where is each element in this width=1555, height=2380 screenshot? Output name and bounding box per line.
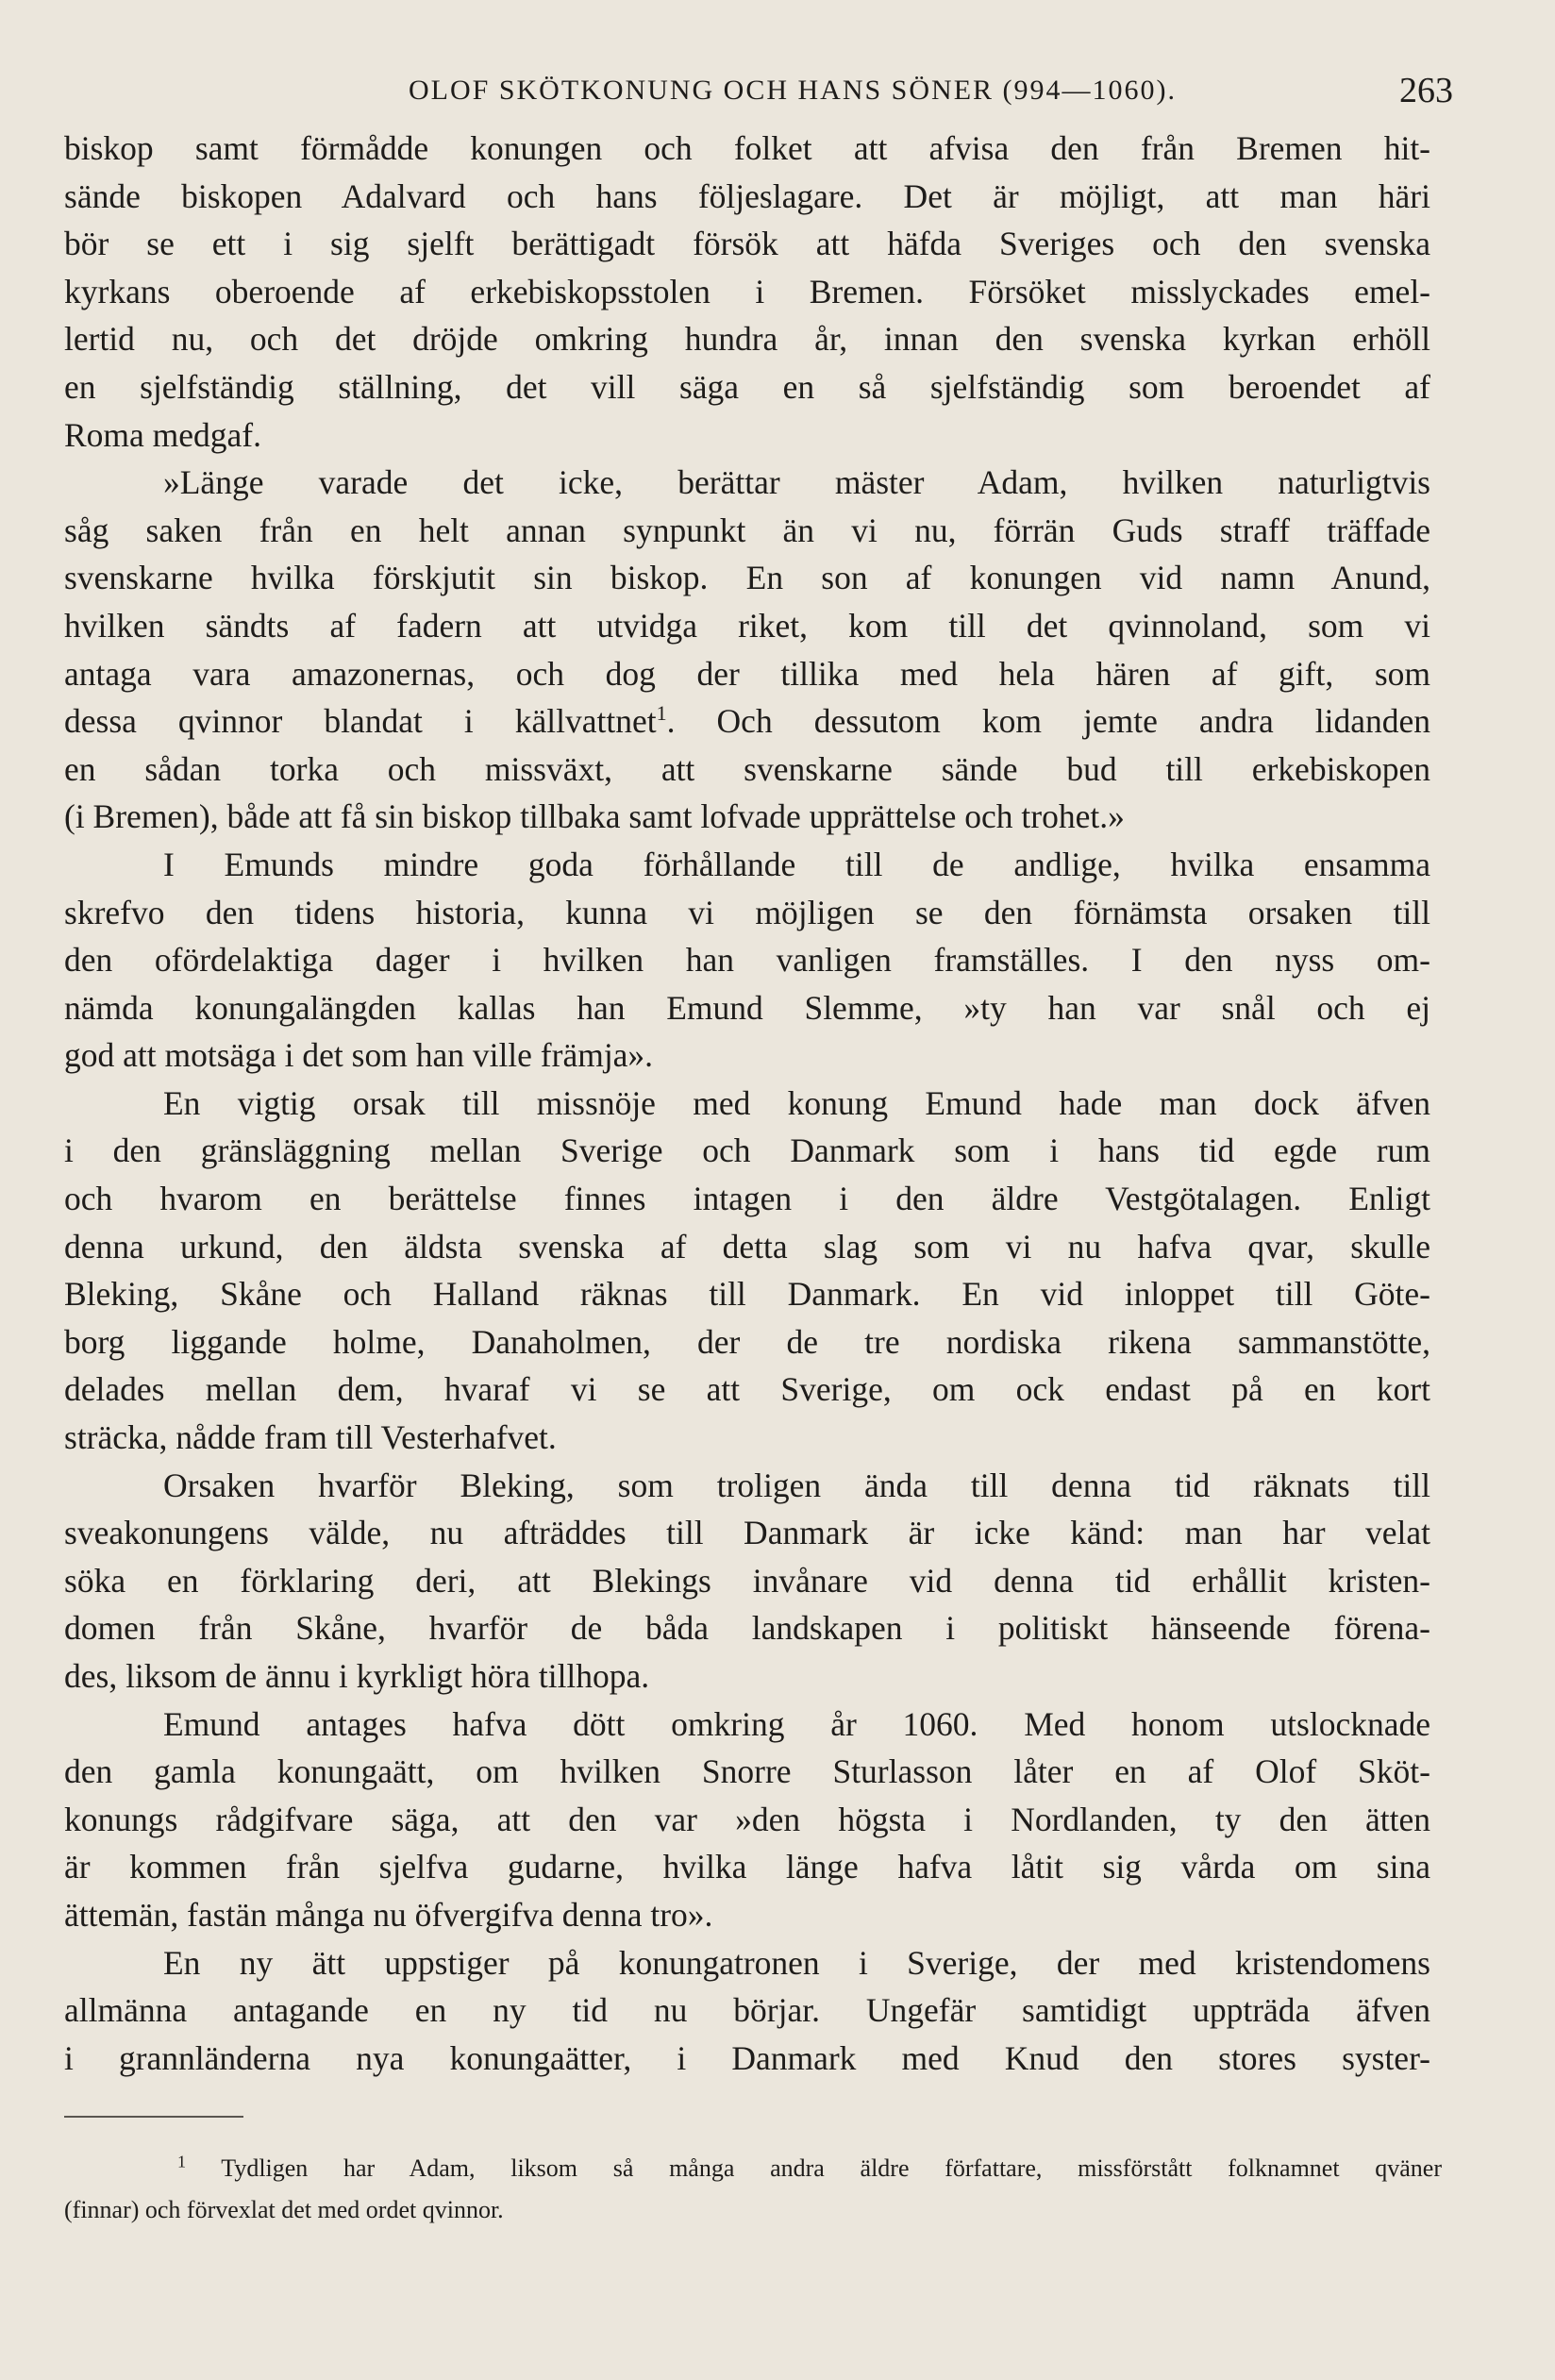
text-line: biskop samt förmådde konungen och folket att afvisa den från Bremen hit- bbox=[64, 129, 1430, 167]
text-line: en sjelfständig ställning, det vill säga en så sjelfständig som beroendet af bbox=[64, 367, 1430, 406]
paragraph-start-line: Orsaken hvarför Bleking, som troligen ända till denna tid räknats till bbox=[163, 1466, 1430, 1504]
text-line: borg liggande holme, Danaholmen, der de tre nordiska rikena sammanstötte, bbox=[64, 1322, 1430, 1361]
body-text bbox=[64, 125, 1430, 2082]
text-line: nämda konungalängden kallas han Emund Slemme, »ty han var snål och ej bbox=[64, 988, 1430, 1027]
text-line: sträcka, nådde fram till Vesterhafvet. bbox=[64, 1418, 557, 1457]
footnote-line: (finnar) och förvexlat det med ordet qvinnor. bbox=[64, 2196, 504, 2223]
text-line: Bleking, Skåne och Halland räknas till Danmark. En vid inloppet till Göte- bbox=[64, 1275, 1430, 1314]
footnote-line bbox=[64, 2148, 1442, 2189]
text-line: såg saken från en helt annan synpunkt än vi nu, förrän Guds straff träffade bbox=[64, 511, 1430, 549]
text-line: kyrkans oberoende af erkebiskopsstolen i Bremen. Försöket misslyckades emel- bbox=[64, 272, 1430, 310]
text-line: sveakonungens välde, nu afträddes till Danmark är icke känd: man har velat bbox=[64, 1514, 1430, 1552]
text-line: svenskarne hvilka förskjutit sin biskop. En son af konungen vid namn Anund, bbox=[64, 559, 1430, 597]
paragraph-start-line: »Länge varade det icke, berättar mäster Adam, hvilken naturligtvis bbox=[163, 463, 1430, 502]
text-line: i grannländerna nya konungaätter, i Danmark med Knud den stores syster- bbox=[64, 2038, 1430, 2077]
text-line: des, liksom de ännu i kyrkligt höra tillhopa. bbox=[64, 1657, 650, 1695]
text-line: antaga vara amazonernas, och dog der tillika med hela hären af gift, som bbox=[64, 654, 1430, 693]
paragraph-start-line: En ny ätt uppstiger på konungatronen i Sverige, der med kristendomens bbox=[163, 1943, 1430, 1982]
footnote-reference: 1 bbox=[656, 701, 667, 726]
page-number: 263 bbox=[1399, 71, 1453, 110]
paragraph-start-line: En vigtig orsak till missnöje med konung Emund hade man dock äfven bbox=[163, 1083, 1430, 1122]
text-line: söka en förklaring deri, att Blekings invånare vid denna tid erhållit kristen- bbox=[64, 1561, 1430, 1600]
text-line: allmänna antagande en ny tid nu börjar. Ungefär samtidigt uppträda äfven bbox=[64, 1991, 1430, 2030]
paragraph-start-line: I Emunds mindre goda förhållande till de andlige, hvilka ensamma bbox=[163, 845, 1430, 883]
text-line: hvilken sändts af fadern att utvidga riket, kom till det qvinnoland, som vi bbox=[64, 606, 1430, 645]
text-line: skrefvo den tidens historia, kunna vi möjligen se den förnämsta orsaken till bbox=[64, 893, 1430, 931]
text-line: lertid nu, och det dröjde omkring hundra år, innan den svenska kyrkan erhöll bbox=[64, 320, 1430, 359]
text-line: är kommen från sjelfva gudarne, hvilka länge hafva låtit sig vårda om sina bbox=[64, 1848, 1430, 1886]
footnote-marker: 1 bbox=[177, 2152, 186, 2171]
line-text: dessa qvinnor blandat i källvattnet bbox=[64, 702, 657, 741]
text-line: god att motsäga i det som han ville främja». bbox=[64, 1036, 654, 1075]
text-line: Roma medgaf. bbox=[64, 415, 261, 454]
text-line: i den gränsläggning mellan Sverige och Danmark som i hans tid egde rum bbox=[64, 1131, 1430, 1170]
running-title: OLOF SKÖTKONUNG OCH HANS SÖNER (994—1060). bbox=[408, 75, 1178, 106]
text-line: denna urkund, den äldsta svenska af detta slag som vi nu hafva qvar, skulle bbox=[64, 1227, 1430, 1265]
text-line: domen från Skåne, hvarför de båda landskapen i politiskt hänseende förena- bbox=[64, 1609, 1430, 1648]
text-line: konungs rådgifvare säga, att den var »den högsta i Nordlanden, ty den ätten bbox=[64, 1800, 1430, 1838]
footnote-divider bbox=[64, 2116, 243, 2118]
text-line: (i Bremen), både att få sin biskop tillbaka samt lofvade upprättelse och trohet.» bbox=[64, 797, 1125, 836]
paragraph-start-line: Emund antages hafva dött omkring år 1060. Med honom utslocknade bbox=[163, 1704, 1430, 1743]
footnote bbox=[64, 2148, 1442, 2231]
footnote-text: Tydligen har Adam, liksom så många andra äldre författare, missförstått folknamnet qväner bbox=[221, 2154, 1442, 2182]
text-line: ättemän, fastän många nu öfvergifva denna tro». bbox=[64, 1895, 713, 1934]
text-line: sände biskopen Adalvard och hans följeslagare. Det är möjligt, att man häri bbox=[64, 176, 1430, 215]
text-line: och hvarom en berättelse finnes intagen i den äldre Vestgötalagen. Enligt bbox=[64, 1180, 1430, 1218]
text-line: bör se ett i sig sjelft berättigadt försök att häfda Sveriges och den svenska bbox=[64, 225, 1430, 263]
text-line: den ofördelaktiga dager i hvilken han vanligen framställes. I den nyss om- bbox=[64, 941, 1430, 980]
text-line-with-footnote-ref bbox=[64, 697, 1430, 746]
text-line: delades mellan dem, hvaraf vi se att Sverige, om ock endast på en kort bbox=[64, 1370, 1430, 1409]
line-continuation: . Och dessutom kom jemte andra lidanden bbox=[666, 702, 1430, 741]
running-head bbox=[66, 62, 1453, 119]
text-line: en sådan torka och missväxt, att svenskarne sände bud till erkebiskopen bbox=[64, 749, 1430, 788]
text-line: den gamla konungaätt, om hvilken Snorre Sturlasson låter en af Olof Sköt- bbox=[64, 1752, 1430, 1791]
